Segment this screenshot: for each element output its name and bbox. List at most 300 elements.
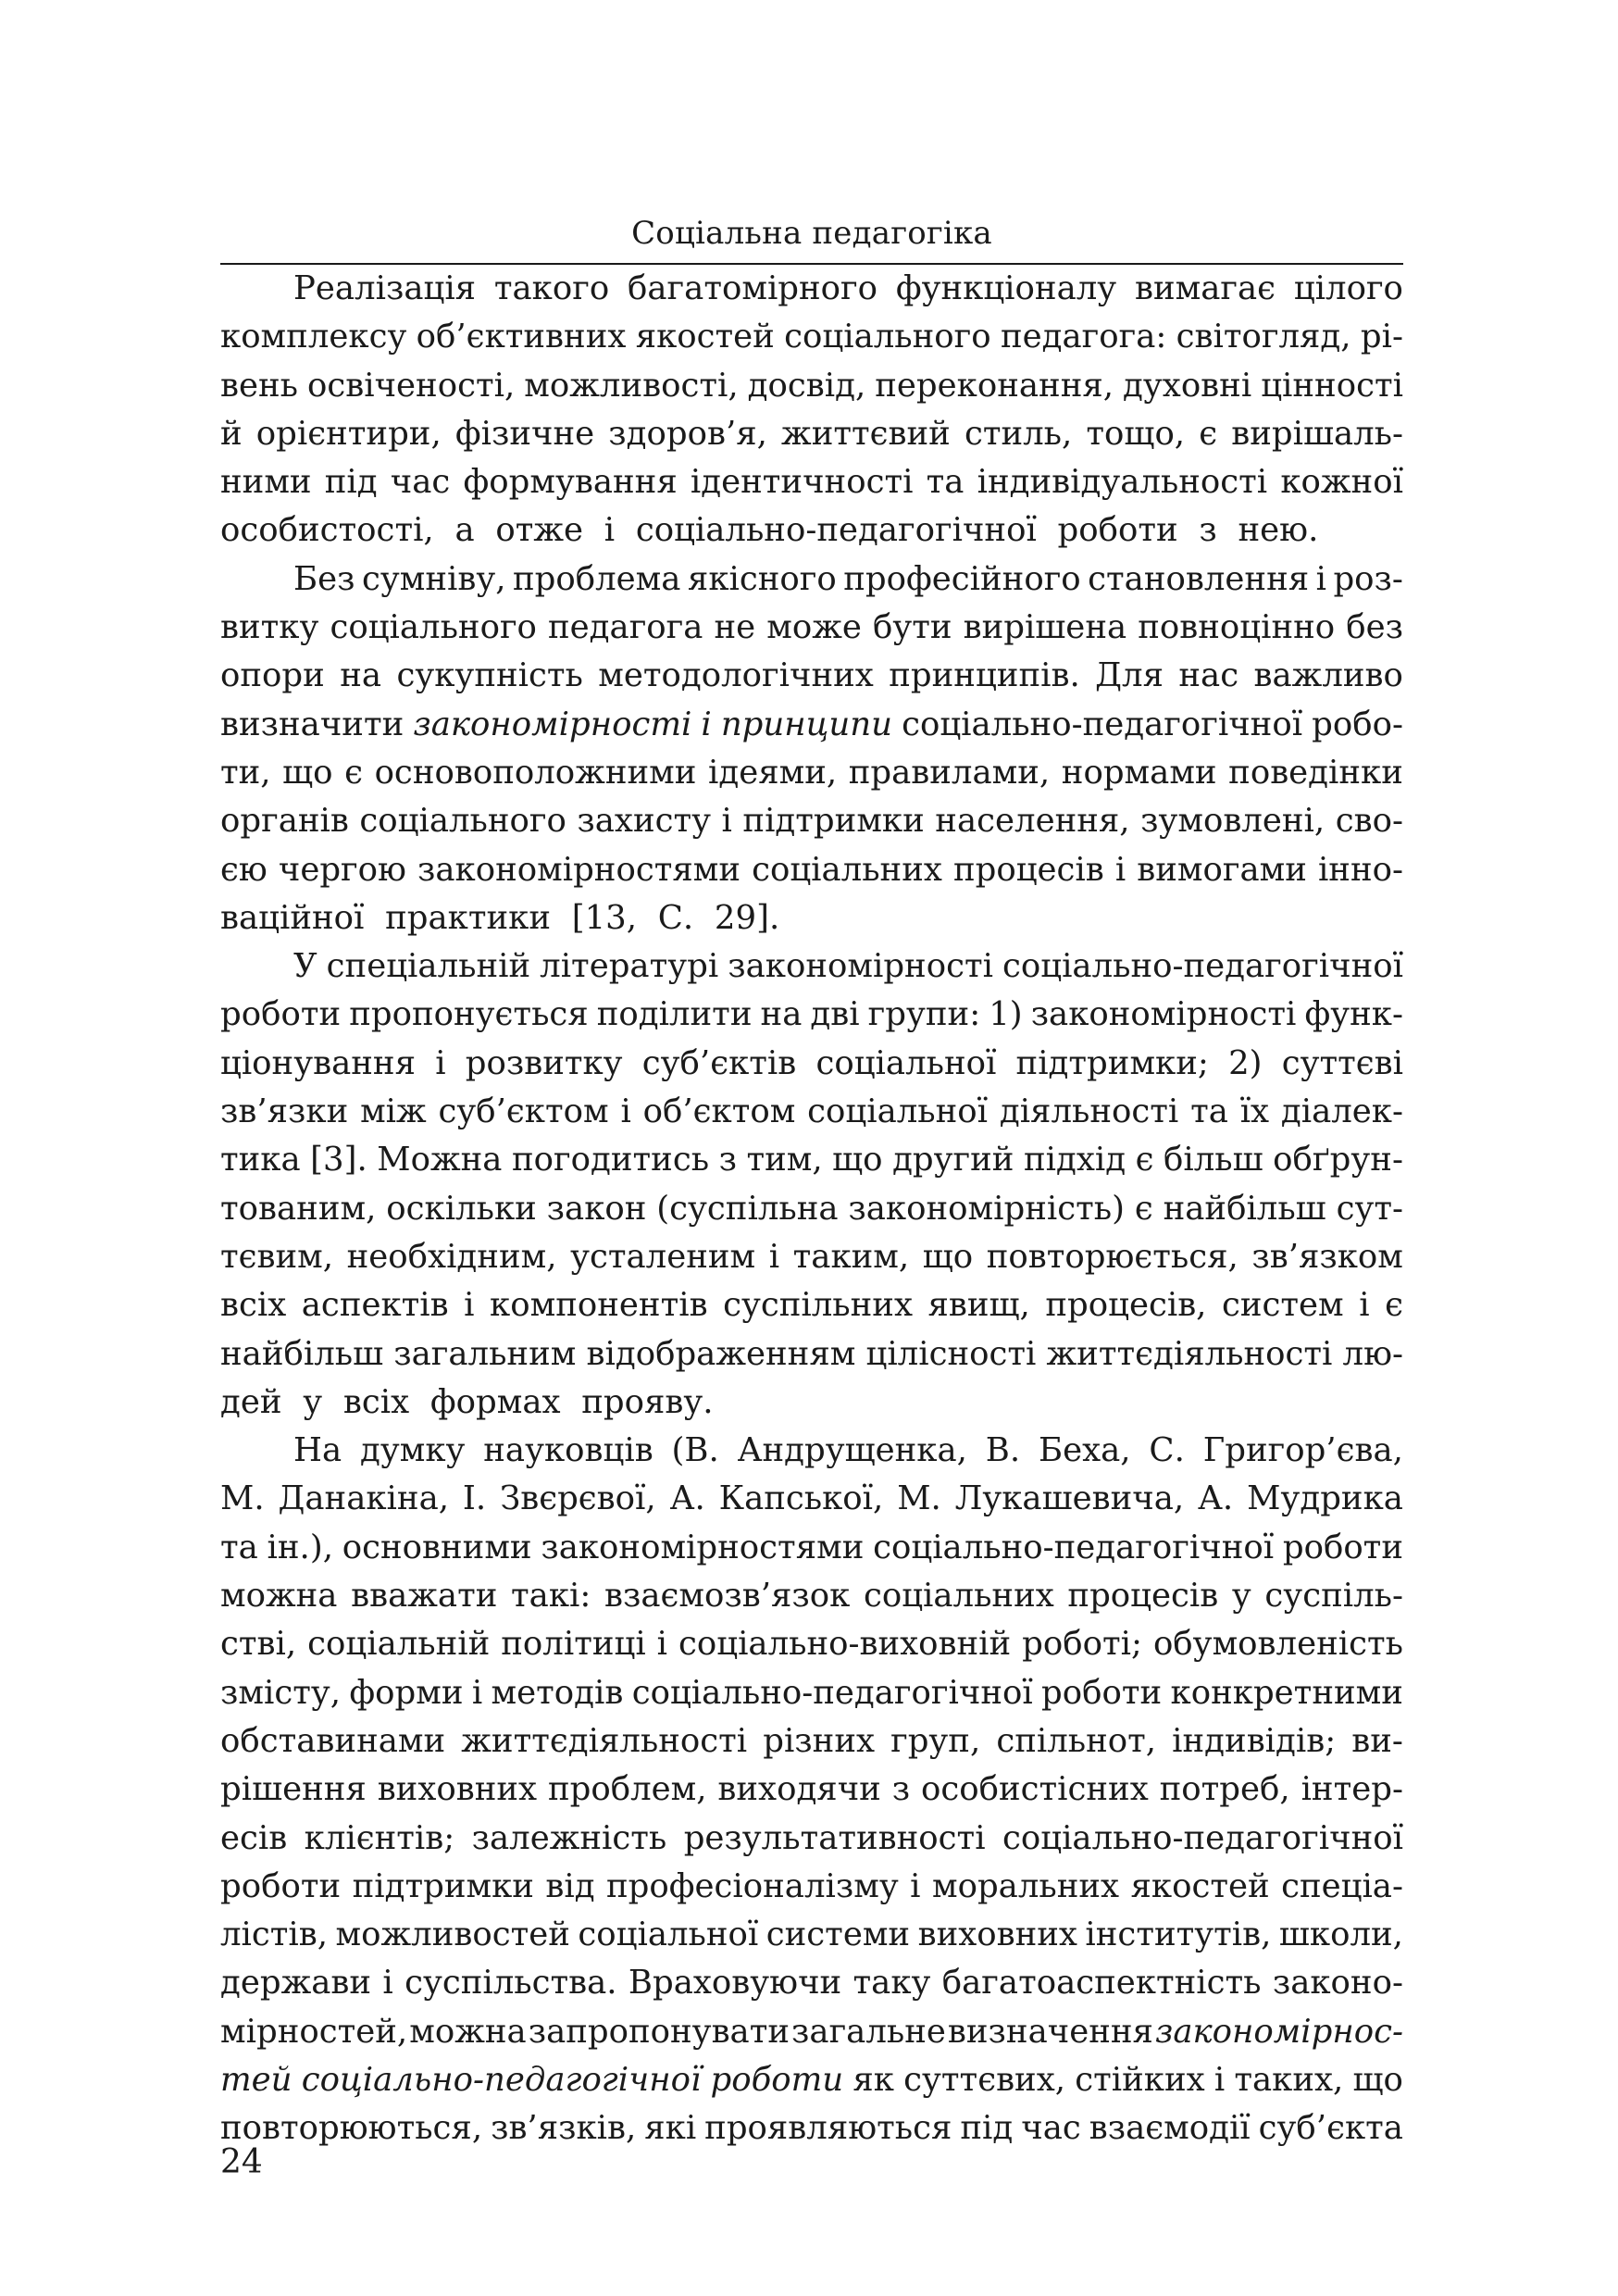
- word: багатомірного: [628, 269, 878, 307]
- word: зв’язком: [1251, 1237, 1403, 1276]
- word: витку: [220, 608, 319, 647]
- word: суспіль-: [1264, 1577, 1403, 1616]
- word: суб’єктом: [438, 1092, 609, 1131]
- word: у: [303, 1382, 323, 1421]
- word: професійного: [843, 559, 1081, 598]
- word: дві: [810, 995, 860, 1034]
- paragraph: [220, 265, 1403, 555]
- running-header: [220, 211, 1403, 265]
- word: діяльності: [999, 1092, 1179, 1131]
- word: Враховуючи: [628, 1964, 842, 2003]
- word: сумніву,: [361, 559, 506, 598]
- word: закономірностями: [541, 1528, 865, 1566]
- word: населення,: [935, 802, 1130, 841]
- text-line: [220, 1572, 1403, 1620]
- word: закономірнос-: [1154, 2012, 1403, 2051]
- word: функціоналу: [895, 269, 1117, 307]
- text-line: [220, 1524, 1403, 1572]
- word: соціально-педагогічної: [873, 1528, 1275, 1566]
- word: Можна: [377, 1141, 503, 1179]
- word: бути: [872, 608, 952, 647]
- word: діалек-: [1280, 1092, 1403, 1131]
- word: ціонування: [220, 1043, 416, 1082]
- word: моральних: [931, 1866, 1120, 1905]
- word: індивідуальності: [977, 463, 1268, 502]
- text-line: [220, 313, 1403, 361]
- word: політиці: [501, 1625, 646, 1664]
- word: закон: [546, 1189, 647, 1228]
- word: необхідним,: [346, 1237, 557, 1276]
- text-line: [220, 942, 1403, 991]
- word: основоположними: [374, 753, 697, 792]
- word: соціально-педагогічної: [1002, 1818, 1403, 1857]
- word: інно-: [1317, 850, 1403, 889]
- word: важливо: [1253, 656, 1403, 695]
- word: формування: [463, 463, 678, 502]
- word: сво-: [1335, 802, 1403, 841]
- text-line: [220, 1185, 1403, 1233]
- word: процесів,: [1045, 1286, 1207, 1325]
- word: проблем,: [547, 1770, 707, 1809]
- word: підтримки: [742, 802, 925, 841]
- word: І.: [462, 1479, 487, 1518]
- word: [13,: [571, 898, 638, 937]
- word: час: [390, 463, 451, 502]
- word: проявляються: [704, 2109, 952, 2148]
- word: об’єктом: [642, 1092, 796, 1131]
- word: Беха,: [1039, 1431, 1131, 1470]
- word: і: [1359, 1286, 1370, 1325]
- word: зв’язків,: [491, 2109, 637, 2148]
- word: вважати: [351, 1577, 498, 1616]
- text-line: [220, 1959, 1403, 2007]
- word: визначення: [947, 2012, 1153, 2051]
- word: закономірності: [728, 947, 993, 986]
- word: соціально-педагогічної: [301, 2060, 702, 2099]
- word: та: [1190, 1092, 1228, 1131]
- word: отже: [495, 511, 584, 550]
- word: таких,: [1234, 2060, 1344, 2099]
- word: соціальних: [863, 1577, 1054, 1616]
- word: С.: [1149, 1431, 1185, 1470]
- word: (В.: [671, 1431, 719, 1470]
- text-line: [220, 1136, 1403, 1184]
- word: кожної: [1280, 463, 1403, 502]
- text-line: [220, 362, 1403, 410]
- word: підхід: [1024, 1141, 1126, 1179]
- word: є: [1135, 1141, 1154, 1179]
- word: роботи: [1041, 1673, 1163, 1712]
- word: всіх: [342, 1382, 410, 1421]
- word: роботи: [220, 1866, 342, 1905]
- text-line: [220, 410, 1403, 458]
- word: професіоналізму: [605, 1866, 899, 1905]
- word: об’єктивних: [416, 318, 627, 356]
- word: особистісних: [920, 1770, 1149, 1809]
- word: вирішена: [963, 608, 1127, 647]
- word: повноцінно: [1138, 608, 1336, 647]
- word: визначити: [220, 705, 404, 743]
- word: суб’єкта: [1258, 2109, 1403, 2148]
- word: Без: [293, 559, 355, 598]
- word: як: [853, 2060, 894, 2099]
- word: усталеним: [570, 1237, 756, 1276]
- word: що: [922, 1237, 974, 1276]
- word: методів: [491, 1673, 624, 1712]
- word: прояву.: [581, 1382, 714, 1421]
- text-line: [220, 1475, 1403, 1523]
- word: і: [768, 1237, 780, 1276]
- word: Звєрєвої,: [500, 1479, 656, 1518]
- word: стійких: [1075, 2060, 1205, 2099]
- word: закономірностями: [417, 850, 741, 889]
- page-number: 24: [220, 2143, 263, 2181]
- word: закономірність): [848, 1189, 1125, 1228]
- word: що: [1352, 2060, 1403, 2099]
- word: принципи: [720, 705, 893, 743]
- word: соціально-виховній: [678, 1625, 1012, 1664]
- text-line: [220, 846, 1403, 894]
- word: літературі: [540, 947, 719, 986]
- word: такого: [493, 269, 610, 307]
- word: педагога:: [1000, 318, 1167, 356]
- word: клієнтів;: [304, 1818, 455, 1857]
- word: і: [1114, 850, 1126, 889]
- word: закономірності: [413, 705, 692, 743]
- word: й: [220, 414, 243, 453]
- word: різних: [763, 1721, 876, 1760]
- word: есів: [220, 1818, 288, 1857]
- word: спеціа-: [1281, 1866, 1403, 1905]
- word: переконання,: [875, 366, 1114, 405]
- word: закономірності: [1030, 995, 1297, 1034]
- word: соціально-педагогічної: [1002, 947, 1403, 986]
- word: від: [545, 1866, 595, 1905]
- text-line: [220, 1717, 1403, 1766]
- word: чергою: [278, 850, 406, 889]
- word: підтримки: [352, 1866, 534, 1905]
- word: між: [360, 1092, 427, 1131]
- word: соціального: [784, 318, 991, 356]
- word: соціальної: [807, 1092, 989, 1131]
- text-line: [220, 701, 1403, 749]
- word: під: [324, 463, 378, 502]
- word: світогляд,: [1176, 318, 1351, 356]
- text-line: [220, 894, 1403, 942]
- text-line: [220, 1911, 1403, 1959]
- word: і: [620, 1092, 631, 1131]
- word: які: [644, 2109, 697, 2148]
- word: є: [344, 753, 363, 792]
- word: 2): [1228, 1043, 1263, 1082]
- word: взаємодії: [1089, 2109, 1251, 2148]
- word: пропонується: [349, 995, 589, 1034]
- word: форми: [349, 1673, 464, 1712]
- word: і: [910, 1866, 921, 1905]
- word: особистості,: [220, 511, 434, 550]
- word: цілісності: [865, 1334, 1037, 1373]
- word: спеціальній: [326, 947, 531, 986]
- word: життєдіяльності: [1046, 1334, 1333, 1373]
- word: фізичне: [454, 414, 595, 453]
- word: взаємозв’язок: [604, 1577, 851, 1616]
- word: і: [604, 511, 616, 550]
- word: 29].: [714, 898, 780, 937]
- word: А.: [1198, 1479, 1234, 1518]
- word: є: [1199, 414, 1218, 453]
- word: єю: [220, 850, 268, 889]
- word: поведінки: [1228, 753, 1403, 792]
- word: не: [714, 608, 756, 647]
- word: Андрущенка,: [737, 1431, 967, 1470]
- word: суттєвих,: [903, 2060, 1066, 2099]
- word: роботи: [1282, 1528, 1403, 1566]
- text-line: [220, 2056, 1403, 2104]
- word: стві,: [220, 1625, 297, 1664]
- word: і: [382, 1964, 393, 2003]
- word: рішення: [220, 1770, 367, 1809]
- word: системи: [765, 1915, 911, 1954]
- word: вимогами: [1137, 850, 1307, 889]
- word: результативності: [683, 1818, 986, 1857]
- word: і: [435, 1043, 446, 1082]
- word: нею.: [1238, 511, 1319, 550]
- word: та: [220, 1528, 258, 1566]
- word: групи:: [867, 995, 981, 1034]
- word: досвід,: [747, 366, 866, 405]
- word: роботи: [220, 995, 342, 1034]
- word: соціально-педагогічної: [635, 511, 1037, 550]
- word: На: [293, 1431, 342, 1470]
- word: ними: [220, 463, 312, 502]
- word: тей: [220, 2060, 292, 2099]
- word: становлення: [1088, 559, 1310, 598]
- word: може: [766, 608, 862, 647]
- word: педагога: [548, 608, 703, 647]
- word: розвитку: [465, 1043, 623, 1082]
- word: загальне: [791, 2012, 946, 2051]
- word: якісного: [687, 559, 837, 598]
- word: М.: [220, 1479, 265, 1518]
- word: тєвим,: [220, 1237, 334, 1276]
- word: Капської,: [718, 1479, 884, 1518]
- word: роботи: [1057, 511, 1178, 550]
- word: загальним: [393, 1334, 577, 1373]
- word: соціальних: [752, 850, 942, 889]
- word: якостей: [635, 318, 775, 356]
- paragraph: [220, 1427, 1403, 2152]
- word: і: [721, 802, 732, 841]
- word: ін.),: [267, 1528, 333, 1566]
- word: стиль,: [964, 414, 1073, 453]
- word: з: [891, 1770, 911, 1809]
- word: поділити: [596, 995, 753, 1034]
- word: органів: [220, 802, 349, 841]
- word: підтримки;: [1015, 1043, 1209, 1082]
- text-line: [220, 749, 1403, 797]
- word: повторюються,: [220, 2109, 483, 2148]
- text-line: [220, 1815, 1403, 1863]
- word: нормами: [1061, 753, 1217, 792]
- text-line: [220, 2104, 1403, 2152]
- running-header-title: Соціальна педагогіка: [631, 215, 992, 252]
- word: і: [464, 1286, 475, 1325]
- word: духовні: [1123, 366, 1252, 405]
- word: дей: [220, 1382, 282, 1421]
- word: (суспільна: [656, 1189, 839, 1228]
- word: і: [701, 705, 712, 743]
- word: правилами,: [848, 753, 1051, 792]
- word: без: [1346, 608, 1403, 647]
- word: освіченості,: [306, 366, 516, 405]
- text-line: [220, 458, 1403, 506]
- text-line: [220, 555, 1403, 604]
- paragraph: [220, 942, 1403, 1427]
- word: тощо,: [1086, 414, 1186, 453]
- word: оскільки: [386, 1189, 537, 1228]
- word: цілого: [1293, 269, 1403, 307]
- word: найбільш: [220, 1334, 384, 1373]
- word: проблема: [512, 559, 681, 598]
- word: такі:: [511, 1577, 591, 1616]
- word: явищ,: [927, 1286, 1030, 1325]
- word: А.: [669, 1479, 705, 1518]
- word: основними: [342, 1528, 532, 1566]
- word: думку: [359, 1431, 466, 1470]
- word: робо-: [1312, 705, 1403, 743]
- word: суспільних: [723, 1286, 913, 1325]
- word: ідеями,: [707, 753, 838, 792]
- word: лю-: [1342, 1334, 1403, 1373]
- word: другий: [892, 1141, 1014, 1179]
- word: суттєві: [1281, 1043, 1403, 1082]
- word: ти,: [220, 753, 271, 792]
- word: що: [282, 753, 333, 792]
- word: якостей: [1130, 1866, 1270, 1905]
- word: законо-: [1272, 1964, 1403, 2003]
- word: сут-: [1336, 1189, 1403, 1228]
- word: процесів: [1067, 1577, 1219, 1616]
- word: потреб,: [1159, 1770, 1290, 1809]
- word: і: [471, 1673, 483, 1712]
- word: Григор’єва,: [1202, 1431, 1403, 1470]
- word: виховних: [917, 1915, 1077, 1954]
- word: з: [718, 1141, 737, 1179]
- word: суспільства.: [404, 1964, 617, 2003]
- word: на: [760, 995, 803, 1034]
- word: соціальній: [307, 1625, 491, 1664]
- word: Данакіна,: [278, 1479, 450, 1518]
- word: Реалізація: [293, 269, 477, 307]
- word: Для: [1095, 656, 1164, 695]
- word: цінності: [1261, 366, 1403, 405]
- word: В.: [985, 1431, 1021, 1470]
- word: інтер-: [1301, 1770, 1403, 1809]
- text-line: [220, 652, 1403, 700]
- word: М.: [897, 1479, 941, 1518]
- word: систем: [1221, 1286, 1344, 1325]
- word: залежність: [471, 1818, 667, 1857]
- word: багатоаспектність: [941, 1964, 1262, 2003]
- word: нас: [1178, 656, 1239, 695]
- word: під: [960, 2109, 1014, 2148]
- word: обґрун-: [1273, 1141, 1403, 1179]
- word: У: [293, 947, 317, 986]
- word: що: [832, 1141, 883, 1179]
- word: компонентів: [490, 1286, 708, 1325]
- word: соціальної: [578, 1915, 759, 1954]
- text-line: [220, 265, 1403, 313]
- word: повторюється,: [986, 1237, 1238, 1276]
- word: можна: [220, 1577, 338, 1616]
- text-line: [220, 1088, 1403, 1136]
- word: на: [340, 656, 382, 695]
- word: опори: [220, 656, 325, 695]
- word: соціального: [330, 608, 537, 647]
- word: відображенням: [586, 1334, 856, 1373]
- word: рі-: [1360, 318, 1403, 356]
- word: роз-: [1333, 559, 1403, 598]
- word: погодитись: [512, 1141, 710, 1179]
- word: сукупність: [396, 656, 583, 695]
- text-line: [220, 1863, 1403, 1911]
- word: С.: [657, 898, 694, 937]
- word: таким,: [792, 1237, 910, 1276]
- text-line: [220, 604, 1403, 652]
- word: обумовленість: [1152, 1625, 1403, 1664]
- word: всіх: [220, 1286, 287, 1325]
- word: їх: [1239, 1092, 1270, 1131]
- word: з: [1199, 511, 1217, 550]
- word: у: [1231, 1577, 1251, 1616]
- word: таку: [853, 1964, 931, 2003]
- word: виходячи: [717, 1770, 881, 1809]
- word: найбільш: [1163, 1189, 1326, 1228]
- word: здоров’я,: [608, 414, 767, 453]
- word: лістів,: [220, 1915, 329, 1954]
- word: індивідів;: [1172, 1721, 1337, 1760]
- word: можна: [409, 2012, 527, 2051]
- word: і: [656, 1625, 668, 1664]
- word: можливостей: [335, 1915, 570, 1954]
- text-line: [220, 1620, 1403, 1668]
- text-line: [220, 1669, 1403, 1717]
- word: 1): [989, 995, 1023, 1034]
- word: зв’язки: [220, 1092, 349, 1131]
- word: науковців: [483, 1431, 653, 1470]
- word: ви-: [1351, 1721, 1403, 1760]
- word: ваційної: [220, 898, 365, 937]
- word: запропонувати: [528, 2012, 790, 2051]
- text-line: [220, 1040, 1403, 1088]
- word: і: [1214, 2060, 1226, 2099]
- word: процесів: [952, 850, 1104, 889]
- word: роботи: [710, 2060, 844, 2099]
- word: функ-: [1304, 995, 1403, 1034]
- word: і: [1315, 559, 1326, 598]
- word: роботі;: [1022, 1625, 1142, 1664]
- word: Мудрика: [1247, 1479, 1403, 1518]
- word: змісту,: [220, 1673, 342, 1712]
- word: вирішаль-: [1231, 414, 1403, 453]
- word: більш: [1164, 1141, 1263, 1179]
- word: соціально-педагогічної: [631, 1673, 1033, 1712]
- word: суб’єктів: [641, 1043, 797, 1082]
- word: тим,: [746, 1141, 823, 1179]
- text-line: [220, 797, 1403, 845]
- word: спільнот,: [996, 1721, 1157, 1760]
- word: інститутів,: [1085, 1915, 1272, 1954]
